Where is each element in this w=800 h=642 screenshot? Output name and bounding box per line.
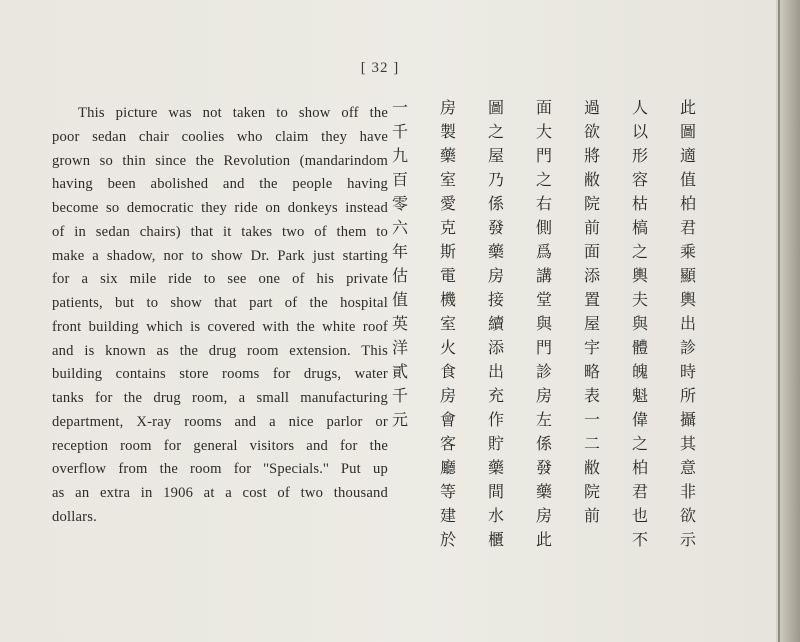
chinese-character: 接 <box>487 290 504 309</box>
chinese-character: 係 <box>535 434 552 453</box>
chinese-character: 出 <box>679 314 696 333</box>
chinese-character: 食 <box>439 362 456 381</box>
chinese-character: 一 <box>583 410 600 429</box>
chinese-character: 發 <box>487 218 504 237</box>
chinese-character: 房 <box>535 386 552 405</box>
chinese-character: 零 <box>391 194 408 213</box>
chinese-character: 院 <box>583 194 600 213</box>
chinese-character: 斯 <box>439 242 456 261</box>
chinese-character: 圖 <box>487 98 504 117</box>
chinese-character: 夫 <box>631 290 648 309</box>
chinese-text <box>376 96 712 596</box>
chinese-character: 君 <box>631 482 648 501</box>
chinese-character: 值 <box>391 290 408 309</box>
chinese-character: 枯 <box>631 194 648 213</box>
chinese-character: 機 <box>439 290 456 309</box>
chinese-character: 面 <box>535 98 552 117</box>
chinese-character: 乘 <box>679 242 696 261</box>
chinese-character: 洋 <box>391 338 408 357</box>
chinese-character: 會 <box>439 410 456 429</box>
english-line: poor sedan chair coolies who claim they have <box>52 128 388 145</box>
chinese-character: 水 <box>487 506 504 525</box>
chinese-character: 屋 <box>487 146 504 165</box>
chinese-character: 添 <box>487 338 504 357</box>
chinese-character: 此 <box>535 530 552 549</box>
chinese-character: 形 <box>631 146 648 165</box>
chinese-character: 藥 <box>487 242 504 261</box>
english-line: for a six mile ride to see one of his private <box>52 271 388 288</box>
chinese-character: 魄 <box>631 362 648 381</box>
english-line: building contains store rooms for drugs, water <box>52 366 388 383</box>
chinese-character: 之 <box>631 242 648 261</box>
chinese-character: 之 <box>631 434 648 453</box>
english-line: dollars. <box>52 508 97 525</box>
chinese-character: 過 <box>583 98 600 117</box>
chinese-character: 電 <box>439 266 456 285</box>
chinese-character: 九 <box>391 146 408 165</box>
chinese-character: 敝 <box>583 458 600 477</box>
chinese-character: 值 <box>679 170 696 189</box>
chinese-character: 其 <box>679 434 696 453</box>
chinese-character: 藥 <box>487 458 504 477</box>
chinese-character: 欲 <box>583 122 600 141</box>
chinese-character: 講 <box>535 266 552 285</box>
chinese-character: 房 <box>439 98 456 117</box>
chinese-character: 室 <box>439 314 456 333</box>
chinese-character: 敝 <box>583 170 600 189</box>
chinese-character: 側 <box>535 218 552 237</box>
chinese-character: 房 <box>487 266 504 285</box>
chinese-character: 大 <box>535 122 552 141</box>
chinese-column <box>424 96 472 596</box>
chinese-character: 示 <box>679 530 696 549</box>
chinese-character: 千 <box>391 386 408 405</box>
chinese-character: 攝 <box>679 410 696 429</box>
chinese-character: 一 <box>391 98 408 117</box>
chinese-character: 輿 <box>631 266 648 285</box>
chinese-character: 廳 <box>439 458 456 477</box>
chinese-character: 出 <box>487 362 504 381</box>
english-line: overflow from the room for ''Specials.'' Put up <box>52 461 388 478</box>
english-line: patients, but to show that part of the hospital <box>52 295 388 311</box>
chinese-character: 建 <box>439 506 456 525</box>
chinese-character: 圖 <box>679 122 696 141</box>
chinese-character: 體 <box>631 338 648 357</box>
chinese-character: 之 <box>535 170 552 189</box>
chinese-character: 院 <box>583 482 600 501</box>
chinese-character: 面 <box>583 242 600 261</box>
english-line: as an extra in 1906 at a cost of two thousand <box>52 485 388 501</box>
chinese-character: 之 <box>487 122 504 141</box>
chinese-character: 表 <box>583 386 600 405</box>
page-number: [ 32 ] <box>360 60 400 76</box>
english-line: become so democratic they ride on donkeys instead <box>52 200 388 216</box>
chinese-character: 診 <box>535 362 552 381</box>
english-line: tanks for the drug room, a small manufacturing <box>52 390 388 406</box>
chinese-character: 門 <box>535 338 552 357</box>
english-line: reception room for general visitors and for the <box>52 437 388 454</box>
chinese-character: 火 <box>439 338 456 357</box>
chinese-character: 堂 <box>535 290 552 309</box>
chinese-character: 等 <box>439 482 456 501</box>
chinese-character: 柏 <box>631 458 648 477</box>
chinese-column <box>472 96 520 596</box>
chinese-character: 前 <box>583 218 600 237</box>
chinese-character: 也 <box>631 506 648 525</box>
chinese-character: 房 <box>439 386 456 405</box>
chinese-character: 不 <box>631 530 648 549</box>
chinese-character: 非 <box>679 482 696 501</box>
chinese-character: 藥 <box>535 482 552 501</box>
chinese-character: 估 <box>391 266 408 285</box>
chinese-column <box>616 96 664 596</box>
chinese-character: 欲 <box>679 506 696 525</box>
english-line: of in sedan chairs) that it takes two of them to <box>52 223 388 240</box>
chinese-character: 製 <box>439 122 456 141</box>
chinese-character: 室 <box>439 170 456 189</box>
chinese-character: 柏 <box>679 194 696 213</box>
chinese-character: 略 <box>583 362 600 381</box>
page-fold-line <box>778 0 780 642</box>
chinese-character: 貳 <box>391 362 408 381</box>
chinese-character: 門 <box>535 146 552 165</box>
english-line: having been abolished and the people having <box>52 176 388 193</box>
chinese-character: 槁 <box>631 218 648 237</box>
chinese-character: 右 <box>535 194 552 213</box>
chinese-character: 六 <box>391 218 408 237</box>
chinese-character: 千 <box>391 122 408 141</box>
chinese-character: 君 <box>679 218 696 237</box>
chinese-character: 係 <box>487 194 504 213</box>
chinese-character: 愛 <box>439 194 456 213</box>
chinese-character: 宇 <box>583 338 600 357</box>
english-line: make a shadow, nor to show Dr. Park just starting <box>52 247 388 264</box>
english-text <box>52 102 388 530</box>
chinese-column <box>520 96 568 596</box>
chinese-character: 百 <box>391 170 408 189</box>
chinese-character: 房 <box>535 506 552 525</box>
chinese-character: 於 <box>439 530 456 549</box>
chinese-character: 此 <box>679 98 696 117</box>
english-line: This picture was not taken to show off the <box>78 105 388 121</box>
chinese-character: 乃 <box>487 170 504 189</box>
english-line: department, X-ray rooms and a nice parlor or <box>52 413 388 430</box>
chinese-character: 魁 <box>631 386 648 405</box>
chinese-character: 左 <box>535 410 552 429</box>
chinese-character: 二 <box>583 434 600 453</box>
chinese-column <box>376 96 424 596</box>
english-line: front building which is covered with the white roof <box>52 318 388 335</box>
chinese-character: 容 <box>631 170 648 189</box>
chinese-character: 屋 <box>583 314 600 333</box>
chinese-character: 意 <box>679 458 696 477</box>
chinese-character: 間 <box>487 482 504 501</box>
chinese-character: 輿 <box>679 290 696 309</box>
chinese-character: 與 <box>631 314 648 333</box>
chinese-character: 克 <box>439 218 456 237</box>
chinese-character: 時 <box>679 362 696 381</box>
chinese-character: 顯 <box>679 266 696 285</box>
chinese-column <box>664 96 712 596</box>
chinese-character: 將 <box>583 146 600 165</box>
chinese-character: 與 <box>535 314 552 333</box>
chinese-character: 充 <box>487 386 504 405</box>
chinese-character: 藥 <box>439 146 456 165</box>
chinese-column <box>568 96 616 596</box>
chinese-character: 元 <box>391 410 408 429</box>
chinese-character: 偉 <box>631 410 648 429</box>
chinese-character: 英 <box>391 314 408 333</box>
chinese-character: 貯 <box>487 434 504 453</box>
chinese-character: 櫃 <box>487 530 504 549</box>
chinese-character: 年 <box>391 242 408 261</box>
chinese-character: 適 <box>679 146 696 165</box>
chinese-character: 作 <box>487 410 504 429</box>
chinese-character: 客 <box>439 434 456 453</box>
chinese-character: 診 <box>679 338 696 357</box>
chinese-character: 爲 <box>535 242 552 261</box>
english-line: and is known as the drug room extension. This <box>52 342 388 359</box>
chinese-character: 所 <box>679 386 696 405</box>
chinese-character: 以 <box>631 122 648 141</box>
chinese-character: 置 <box>583 290 600 309</box>
chinese-character: 發 <box>535 458 552 477</box>
chinese-character: 續 <box>487 314 504 333</box>
chinese-character: 添 <box>583 266 600 285</box>
chinese-character: 前 <box>583 506 600 525</box>
chinese-character: 人 <box>631 98 648 117</box>
english-line: grown so thin since the Revolution (mandarindom <box>52 152 388 169</box>
